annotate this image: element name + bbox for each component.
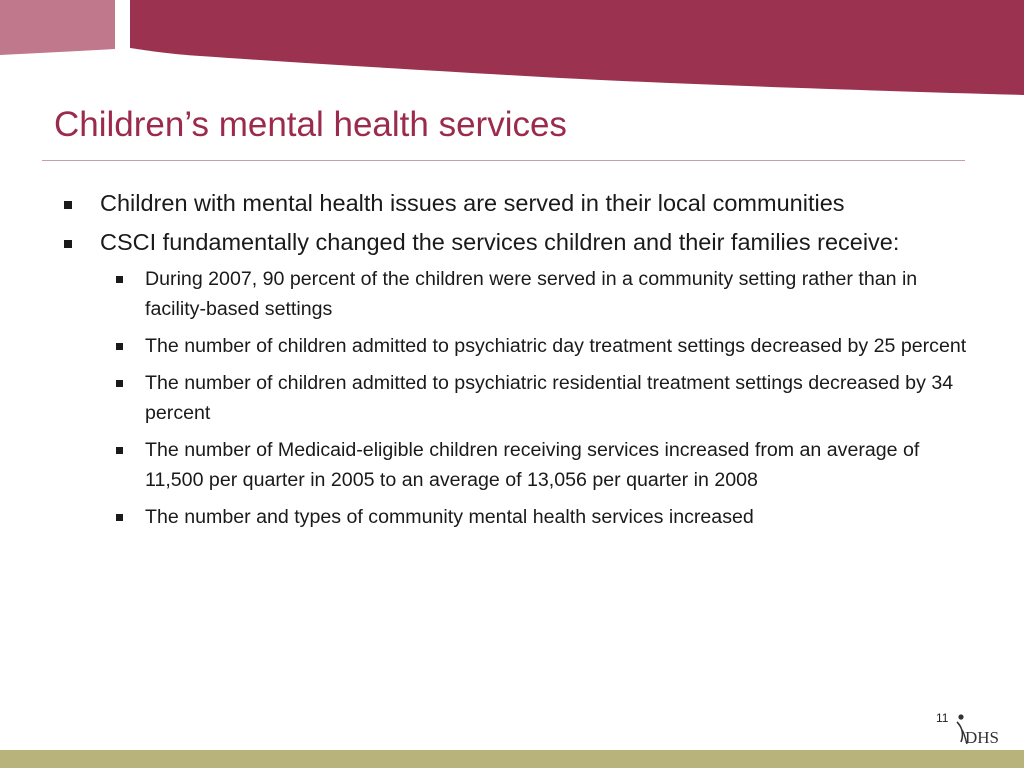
bullet-item <box>58 225 978 259</box>
sub-bullet-text: During 2007, 90 percent of the children were served in a community setting rather than in facility-based settings <box>145 268 918 320</box>
slide-number: 11 <box>936 711 949 725</box>
page-title: Children’s mental health services <box>54 105 567 144</box>
dhs-logo <box>955 712 1015 748</box>
sub-bullet-item <box>58 435 978 495</box>
sub-bullet-text: The number of Medicaid-eligible children receiving services increased from an average of 11,500 per quarter in 2005 to an average of 13,056 per quarter in 2008 <box>145 439 920 491</box>
footer-band <box>0 750 1024 768</box>
dhs-logo-text: DHS <box>965 728 1000 747</box>
square-bullet-icon <box>64 201 72 209</box>
bullet-text: CSCI fundamentally changed the services children and their families receive: <box>100 229 900 255</box>
square-bullet-icon <box>116 514 123 521</box>
bullet-text: Children with mental health issues are served in their local communities <box>100 190 845 216</box>
sub-bullet-text: The number of children admitted to psychiatric residential treatment settings decreased by 34 percent <box>145 372 954 424</box>
square-bullet-icon <box>116 380 123 387</box>
square-bullet-icon <box>116 276 123 283</box>
sub-bullet-item <box>58 264 978 324</box>
sub-bullet-item <box>58 368 978 428</box>
header-band <box>0 0 1024 110</box>
square-bullet-icon <box>116 343 123 350</box>
sub-bullet-text: The number of children admitted to psychiatric day treatment settings decreased by 25 percent <box>145 335 967 357</box>
sub-bullet-text: The number and types of community mental health services increased <box>145 506 754 528</box>
square-bullet-icon <box>116 447 123 454</box>
sub-bullet-item <box>58 331 978 361</box>
bullet-item <box>58 186 978 220</box>
square-bullet-icon <box>64 240 72 248</box>
title-divider <box>42 160 965 161</box>
sub-bullet-item <box>58 502 978 532</box>
bullet-list <box>58 186 978 539</box>
